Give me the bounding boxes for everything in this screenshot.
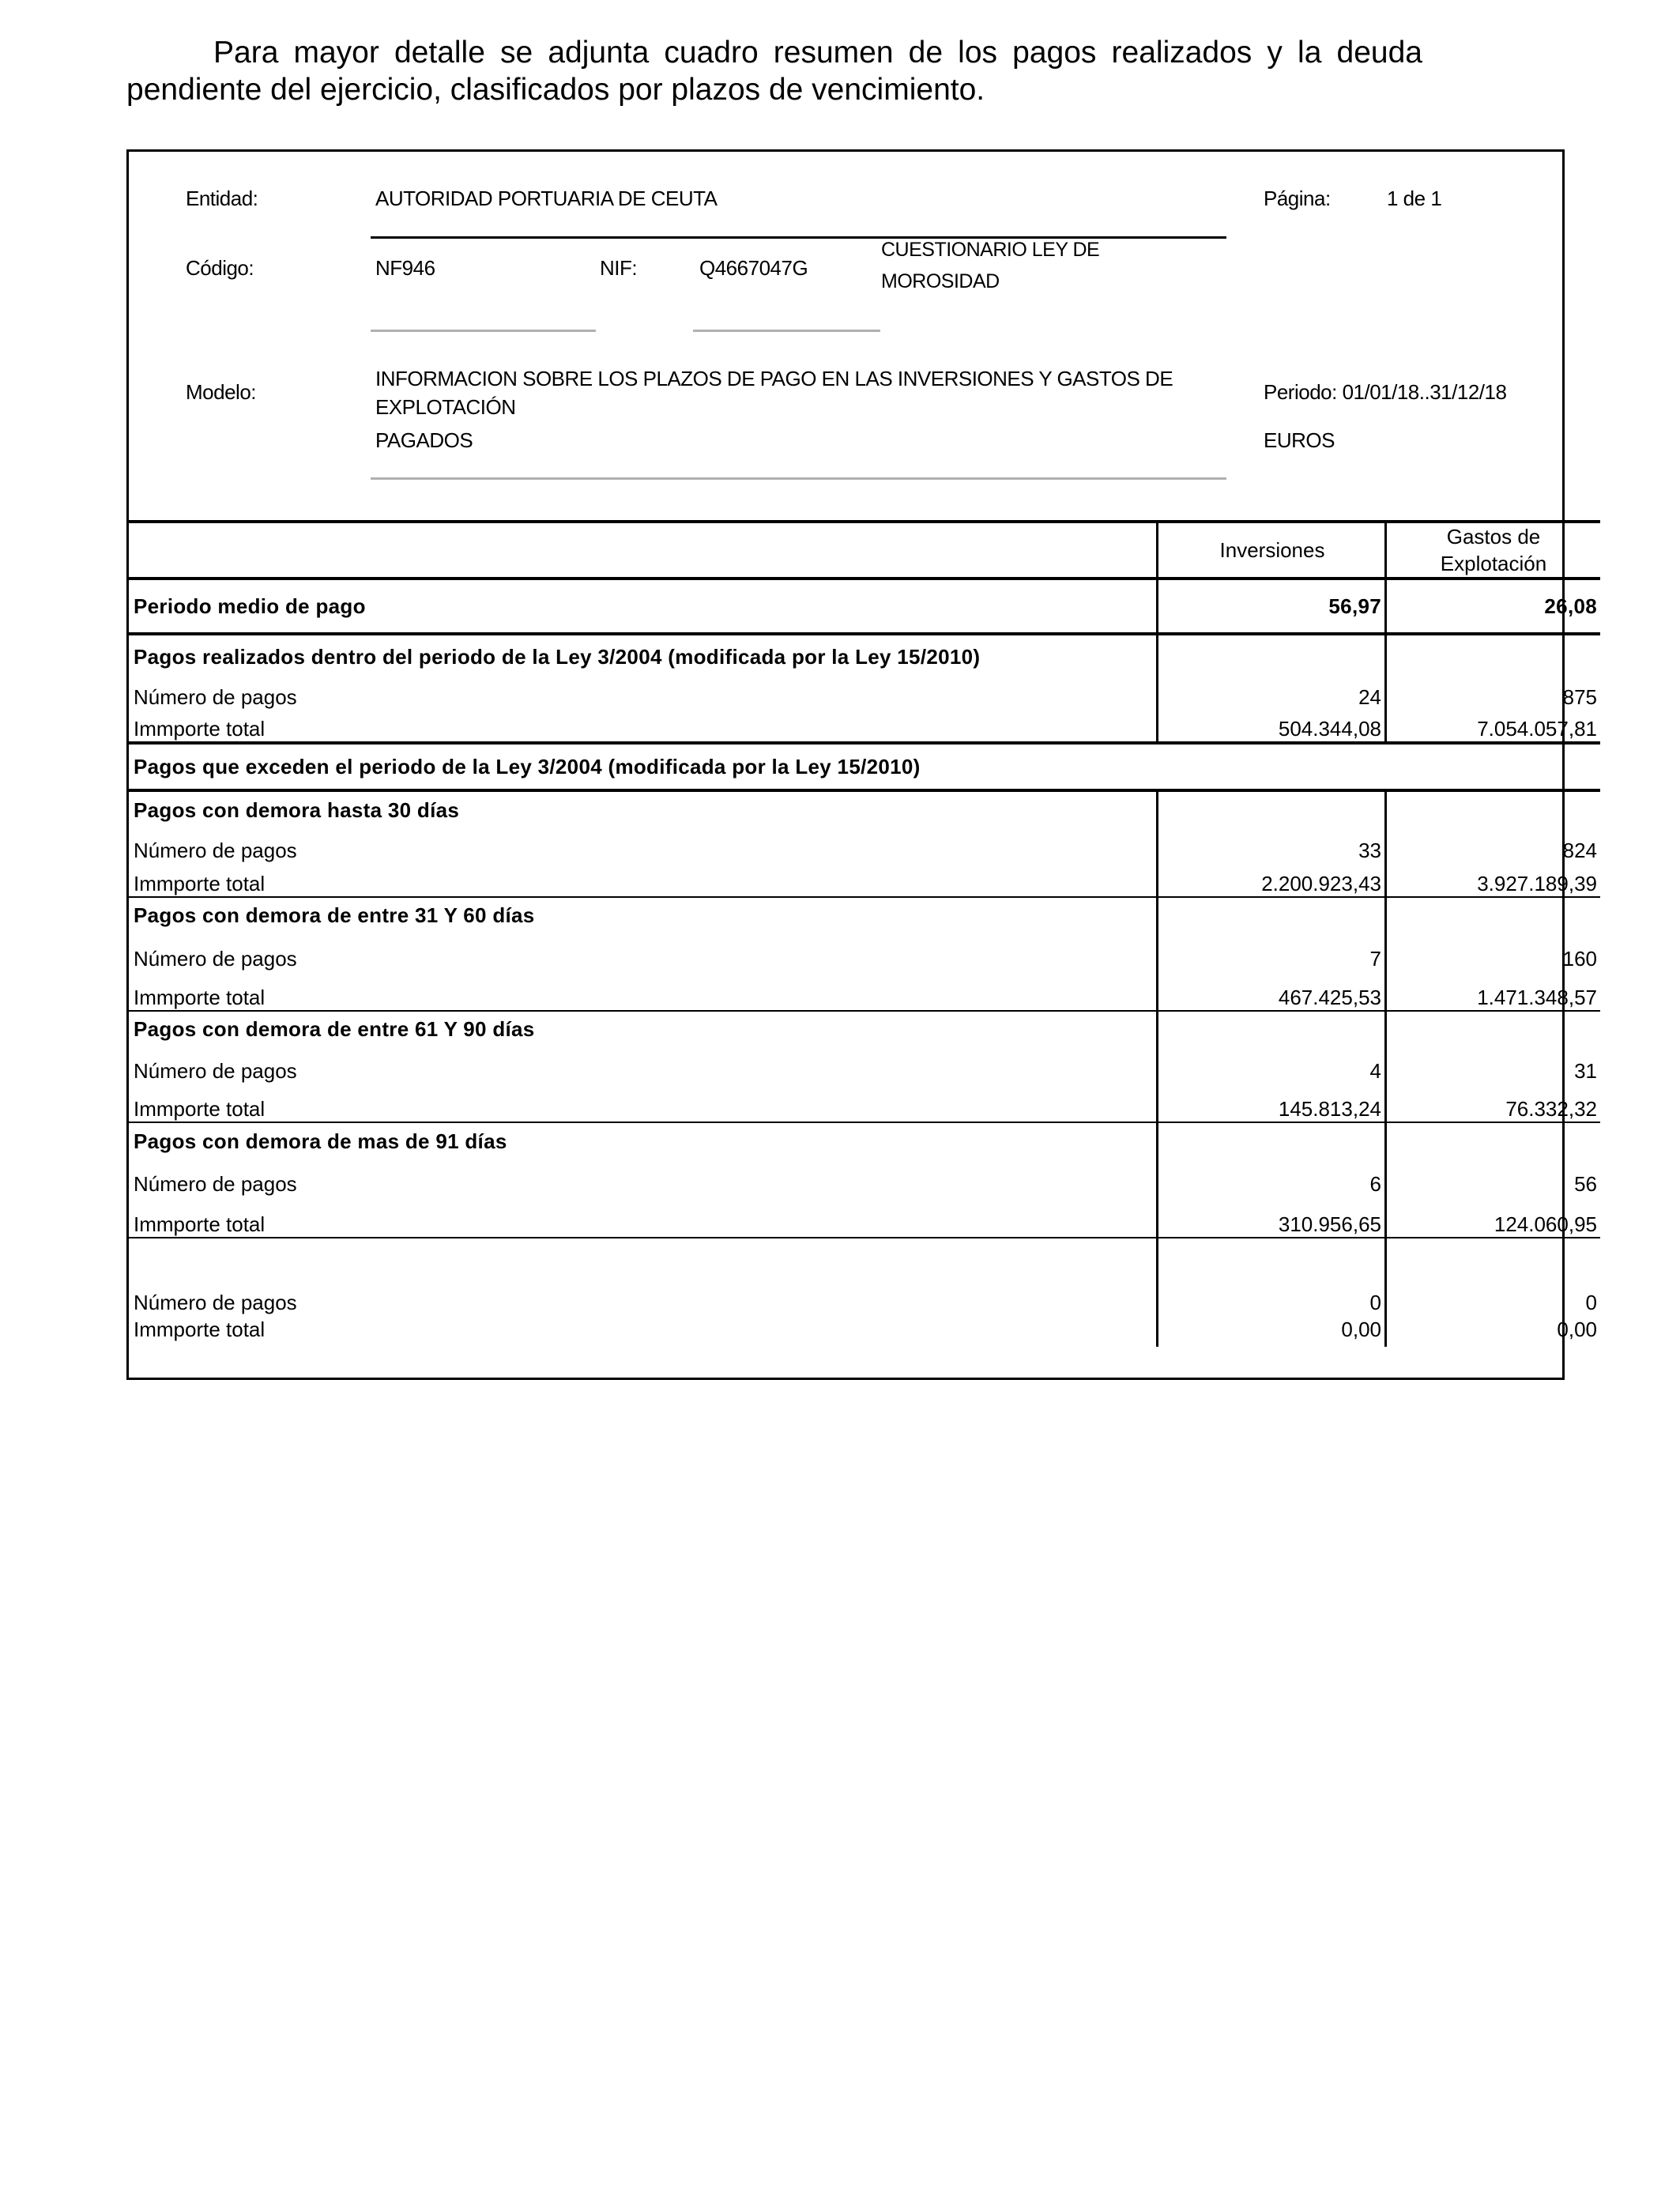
- group-imp-row: [129, 1084, 1600, 1122]
- group-imp-inversiones: 467.425,53: [1158, 971, 1386, 1011]
- group-imp-gastos: 76.332,32: [1386, 1084, 1601, 1122]
- group-imp-gastos: 1.471.348,57: [1386, 971, 1601, 1011]
- group-num-inversiones: 0: [1158, 1279, 1386, 1315]
- group-num-gastos: 0: [1386, 1279, 1601, 1315]
- pmp-gastos: 26,08: [1386, 579, 1601, 634]
- group-num-row: [129, 1279, 1600, 1315]
- codigo-value: NF946: [375, 256, 435, 280]
- group-num-label: Número de pagos: [134, 1059, 297, 1083]
- dentro-imp-inversiones: 504.344,08: [1158, 710, 1386, 743]
- group-imp-label: Immporte total: [134, 1318, 266, 1341]
- exceden-title: Pagos que exceden el periodo de la Ley 3/2004 (modificada por la Ley 15/2010): [129, 743, 1600, 790]
- dentro-num-inversiones: 24: [1158, 678, 1386, 710]
- dentro-title-row: [129, 634, 1600, 678]
- group-title: Pagos con demora de entre 31 Y 60 días: [129, 897, 1158, 933]
- pmp-inversiones: 56,97: [1158, 579, 1386, 634]
- col-inversiones: Inversiones: [1158, 522, 1386, 579]
- group-num-row: [129, 828, 1600, 863]
- group-num-inversiones: 4: [1158, 1047, 1386, 1084]
- group-imp-row: [129, 863, 1600, 897]
- group-num-gastos: 824: [1386, 828, 1601, 863]
- group-title-row: [129, 1238, 1600, 1279]
- modelo-line3: PAGADOS: [375, 428, 473, 452]
- group-num-label: Número de pagos: [134, 839, 297, 862]
- group-num-row: [129, 1160, 1600, 1197]
- group-imp-inversiones: 2.200.923,43: [1158, 863, 1386, 897]
- modelo-underline: [371, 477, 1226, 480]
- group-num-label: Número de pagos: [134, 1291, 297, 1314]
- dentro-num-gastos: 875: [1386, 678, 1601, 710]
- group-imp-label: Immporte total: [134, 1212, 266, 1236]
- moneda-label: EUROS: [1264, 428, 1335, 452]
- group-num-row: [129, 933, 1600, 971]
- column-header-row: [129, 522, 1600, 579]
- pagina-value: 1 de 1: [1387, 187, 1442, 210]
- group-title: [129, 1238, 1158, 1279]
- dentro-num-label: Número de pagos: [134, 685, 297, 709]
- codigo-label: Código:: [186, 256, 254, 280]
- group-title: Pagos con demora hasta 30 días: [129, 790, 1158, 828]
- group-imp-row: [129, 1315, 1600, 1347]
- exceden-title-row: [129, 743, 1600, 790]
- group-imp-inversiones: 145.813,24: [1158, 1084, 1386, 1122]
- periodo-label: Periodo: 01/01/18..31/12/18: [1264, 380, 1507, 404]
- group-imp-row: [129, 1197, 1600, 1238]
- modelo-line1: INFORMACION SOBRE LOS PLAZOS DE PAGO EN LAS INVERSIONES Y GASTOS DE: [375, 367, 1173, 390]
- nif-value: Q4667047G: [699, 256, 808, 280]
- group-imp-gastos: 3.927.189,39: [1386, 863, 1601, 897]
- dentro-imp-row: [129, 710, 1600, 743]
- group-title-row: [129, 790, 1600, 828]
- group-imp-gastos: 0,00: [1386, 1315, 1601, 1347]
- group-title: Pagos con demora de mas de 91 días: [129, 1122, 1158, 1160]
- morosidad-report: [126, 149, 1597, 1380]
- nif-underline: [693, 330, 880, 332]
- pmp-row: [129, 579, 1600, 634]
- group-title: Pagos con demora de entre 61 Y 90 días: [129, 1011, 1158, 1047]
- dentro-num-row: [129, 678, 1600, 710]
- group-title-row: [129, 1122, 1600, 1160]
- dentro-title: Pagos realizados dentro del periodo de la Ley 3/2004 (modificada por la Ley 15/2010): [129, 634, 1158, 678]
- group-imp-label: Immporte total: [134, 1097, 266, 1121]
- group-imp-row: [129, 971, 1600, 1011]
- group-num-label: Número de pagos: [134, 1172, 297, 1196]
- entidad-label: Entidad:: [186, 187, 258, 210]
- group-num-row: [129, 1047, 1600, 1084]
- group-imp-label: Immporte total: [134, 872, 266, 895]
- pagina-label: Página:: [1264, 187, 1331, 210]
- pmp-label: Periodo medio de pago: [129, 579, 1158, 634]
- group-num-inversiones: 7: [1158, 933, 1386, 971]
- group-imp-gastos: 124.060,95: [1386, 1197, 1601, 1238]
- entidad-value: AUTORIDAD PORTUARIA DE CEUTA: [375, 187, 718, 210]
- modelo-label: Modelo:: [186, 380, 256, 404]
- codigo-underline: [371, 330, 596, 332]
- modelo-line2: EXPLOTACIÓN: [375, 395, 516, 419]
- dentro-imp-gastos: 7.054.057,81: [1386, 710, 1601, 743]
- group-num-label: Número de pagos: [134, 947, 297, 971]
- group-imp-label: Immporte total: [134, 986, 266, 1009]
- group-title-row: [129, 1011, 1600, 1047]
- group-num-gastos: 160: [1386, 933, 1601, 971]
- col-gastos: Gastos de Explotación: [1386, 522, 1601, 579]
- dentro-imp-label: Immporte total: [134, 717, 266, 741]
- group-imp-inversiones: 0,00: [1158, 1315, 1386, 1347]
- payments-table: [129, 520, 1600, 1347]
- group-num-inversiones: 6: [1158, 1160, 1386, 1197]
- cuestionario-label: CUESTIONARIO LEY DE MOROSIDAD: [881, 239, 1100, 292]
- group-num-inversiones: 33: [1158, 828, 1386, 863]
- group-title-row: [129, 897, 1600, 933]
- group-num-gastos: 31: [1386, 1047, 1601, 1084]
- group-num-gastos: 56: [1386, 1160, 1601, 1197]
- intro-paragraph: Para mayor detalle se adjunta cuadro resumen de los pagos realizados y la deuda pendiente del ejercicio, clasificados por plazos de vencimiento.: [126, 36, 1422, 107]
- nif-label: NIF:: [600, 256, 638, 280]
- group-imp-inversiones: 310.956,65: [1158, 1197, 1386, 1238]
